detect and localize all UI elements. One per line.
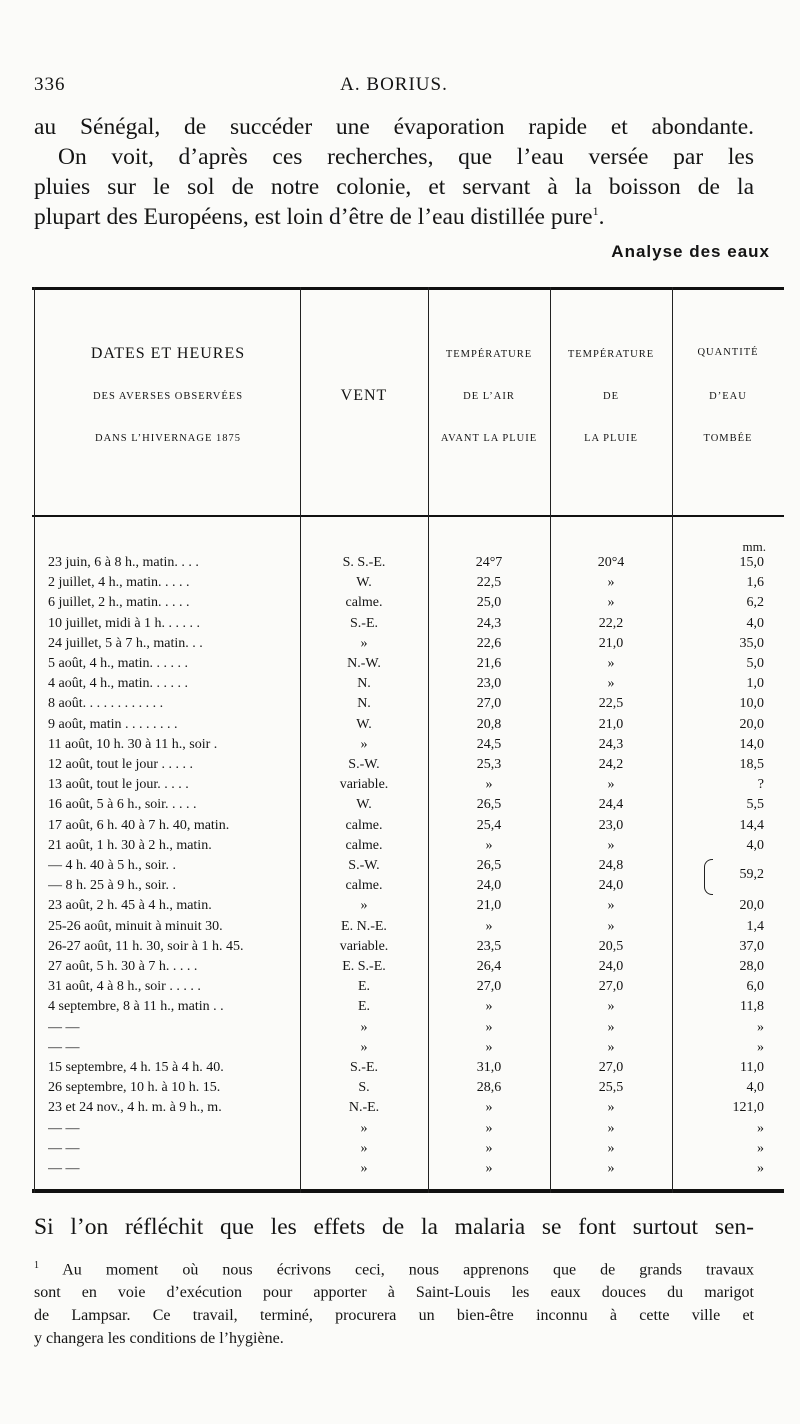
quantity-cell: 35,0 — [739, 635, 764, 651]
table-row — [32, 858, 784, 878]
date-cell: 5 août, 4 h., matin. . . . . . — [48, 656, 188, 671]
rain-temperature-cell: 20°4 — [597, 555, 625, 570]
air-temperature-cell: » — [485, 918, 493, 934]
date-cell: 15 septembre, 4 h. 15 à 4 h. 40. — [48, 1060, 224, 1075]
table-row — [32, 979, 784, 999]
paragraph-line: au Sénégal, de succéder une évaporation rapide et abondante. — [34, 114, 754, 140]
rain-temperature-cell: 25,5 — [598, 1080, 624, 1096]
rain-temperature-cell: 22,5 — [598, 696, 624, 712]
quantity-cell: 121,0 — [732, 1100, 764, 1116]
date-cell: 13 août, tout le jour. . . . . — [48, 777, 189, 793]
date-cell: 23 et 24 nov., 4 h. m. à 9 h., m. — [48, 1100, 222, 1116]
air-temperature-cell: 22,6 — [476, 635, 502, 651]
table-row — [32, 1040, 784, 1060]
rain-temperature-cell: 23,0 — [598, 817, 624, 833]
quantity-cell: 20,0 — [739, 716, 764, 732]
date-cell: 26-27 août, 11 h. 30, soir à 1 h. 45. — [48, 938, 244, 954]
paragraph-line — [34, 202, 754, 232]
quantity-cell: 5,0 — [746, 656, 764, 671]
air-temperature-cell: 22,5 — [476, 575, 502, 591]
unit-label: mm. — [742, 539, 766, 554]
date-cell: 24 juillet, 5 à 7 h., matin. . . — [48, 635, 203, 651]
footnote-line: de Lampsar. Ce travail, terminé, procurera un bien-être inconnu à cette ville et — [34, 1307, 754, 1325]
table-row — [32, 1100, 784, 1120]
quantity-cell: 18,5 — [739, 757, 764, 772]
air-temperature-cell: » — [485, 1120, 493, 1136]
header-tair-line-1: TEMPÉRATURE — [445, 349, 533, 360]
date-cell: 25-26 août, minuit à minuit 30. — [48, 918, 223, 934]
air-temperature-cell: 23,0 — [476, 676, 502, 692]
air-temperature-cell: 24,3 — [476, 615, 502, 631]
rain-temperature-cell: 27,0 — [598, 979, 624, 995]
wind-cell: » — [360, 1039, 368, 1055]
table-row — [32, 959, 784, 979]
wind-cell: » — [360, 635, 368, 651]
date-cell: — — — [48, 1140, 80, 1156]
table-row — [32, 898, 784, 918]
page-number: 336 — [34, 74, 66, 95]
table-row — [32, 838, 784, 858]
table-row — [32, 1020, 784, 1040]
quantity-cell: 1,4 — [746, 918, 764, 934]
date-cell: — 8 h. 25 à 9 h., soir. . — [48, 878, 176, 894]
quantity-cell: » — [757, 1039, 764, 1055]
wind-cell: W. — [356, 716, 372, 732]
rain-temperature-cell: 24,0 — [598, 878, 624, 894]
date-cell: — 4 h. 40 à 5 h., soir. . — [48, 858, 176, 873]
quantity-cell: ? — [757, 777, 764, 793]
air-temperature-cell: 27,0 — [476, 696, 502, 712]
quantity-cell: » — [757, 1161, 764, 1176]
rain-temperature-cell: » — [607, 918, 615, 934]
header-qty-line-2: D’EAU — [709, 391, 747, 402]
air-temperature-cell: » — [485, 999, 493, 1015]
date-cell: — — — [48, 1019, 80, 1035]
date-cell: 31 août, 4 à 8 h., soir . . . . . — [48, 979, 201, 995]
air-temperature-cell: 25,3 — [476, 757, 502, 772]
quantity-cell: » — [757, 1120, 764, 1136]
table-row — [32, 555, 784, 575]
air-temperature-cell: » — [485, 837, 493, 853]
air-temperature-cell: 21,6 — [476, 656, 502, 671]
header-train-line-3: LA PLUIE — [584, 433, 638, 444]
air-temperature-cell: » — [485, 1039, 493, 1055]
table-row — [32, 1141, 784, 1161]
header-qty-line-1: QUANTITÉ — [697, 347, 759, 358]
rain-temperature-cell: » — [607, 676, 615, 692]
air-temperature-cell: » — [485, 1161, 493, 1176]
wind-cell: calme. — [345, 837, 383, 853]
footnote-line — [34, 1254, 754, 1281]
date-cell: 9 août, matin . . . . . . . . — [48, 716, 178, 732]
rain-temperature-cell: » — [607, 1120, 615, 1136]
wind-cell: S.-E. — [350, 1060, 378, 1075]
wind-cell: N. — [357, 696, 371, 712]
quantity-cell: 4,0 — [746, 615, 764, 631]
table-heading: Analyse des eaux — [611, 242, 770, 261]
wind-cell: » — [360, 1120, 368, 1136]
air-temperature-cell: » — [485, 1100, 493, 1116]
rain-temperature-cell: 24,2 — [598, 757, 624, 772]
quantity-cell: 6,2 — [746, 595, 764, 611]
quantity-cell: 10,0 — [739, 696, 764, 712]
date-cell: 10 juillet, midi à 1 h. . . . . . — [48, 615, 201, 631]
date-cell: 6 juillet, 2 h., matin. . . . . — [48, 595, 190, 611]
brace-value: 59,2 — [739, 867, 764, 882]
table-row — [32, 676, 784, 696]
header-dates-line-2: DES AVERSES OBSERVÉES — [92, 391, 244, 402]
table-row — [32, 656, 784, 676]
quantity-cell: 5,5 — [746, 797, 764, 813]
paragraph-text: plupart des Européens, est loin d’être de l’eau distillée pure — [34, 204, 593, 230]
wind-cell: E. — [357, 999, 371, 1015]
paragraph-2 — [34, 1212, 754, 1242]
rain-temperature-cell: 27,0 — [598, 1060, 624, 1075]
quantity-cell: 15,0 — [739, 555, 764, 570]
table-row — [32, 1080, 784, 1100]
wind-cell: » — [360, 736, 368, 752]
header-tair-line-3: AVANT LA PLUIE — [440, 433, 538, 444]
table-row — [32, 1121, 784, 1141]
wind-cell: calme. — [345, 878, 383, 894]
footnote-reference: 1 — [592, 204, 599, 219]
quantity-cell: 11,8 — [740, 999, 764, 1015]
header-dates-line-3: DANS L’HIVERNAGE 1875 — [94, 433, 242, 444]
date-cell: 21 août, 1 h. 30 à 2 h., matin. — [48, 837, 212, 853]
table-row — [32, 575, 784, 595]
wind-cell: E. N.-E. — [341, 918, 387, 934]
table-row — [32, 616, 784, 636]
paragraph-line: pluies sur le sol de notre colonie, et servant à la boisson de la — [34, 174, 754, 200]
date-cell: 8 août. . . . . . . . . . . . — [48, 696, 164, 712]
header-train-line-1: TEMPÉRATURE — [567, 349, 655, 360]
table-row — [32, 696, 784, 716]
date-cell: 23 août, 2 h. 45 à 4 h., matin. — [48, 898, 212, 914]
rain-temperature-cell: » — [607, 1039, 615, 1055]
table-row — [32, 777, 784, 797]
wind-cell: » — [360, 898, 368, 914]
table-row — [32, 797, 784, 817]
air-temperature-cell: » — [485, 1140, 493, 1156]
wind-cell: variable. — [339, 777, 389, 793]
wind-cell: E. S.-E. — [342, 959, 386, 974]
table-row — [32, 1060, 784, 1080]
header-wind: VENT — [340, 387, 388, 404]
date-cell: 11 août, 10 h. 30 à 11 h., soir . — [48, 736, 218, 752]
paragraph-text: . — [598, 204, 605, 230]
rain-temperature-cell: 24,0 — [598, 959, 624, 974]
table-row — [32, 818, 784, 838]
rain-temperature-cell: 24,3 — [598, 736, 624, 752]
air-temperature-cell: » — [485, 1019, 493, 1035]
air-temperature-cell: 24°7 — [475, 555, 503, 570]
wind-cell: S.-W. — [348, 858, 380, 873]
rain-temperature-cell: 20,5 — [598, 938, 624, 954]
header-qty-line-3: TOMBÉE — [703, 433, 753, 444]
footnote-line: sont en voie d’exécution pour apporter à Saint-Louis les eaux douces du marigot — [34, 1284, 754, 1302]
wind-cell: » — [360, 1161, 368, 1176]
date-cell: 12 août, tout le jour . . . . . — [48, 757, 194, 772]
quantity-cell: 20,0 — [739, 898, 764, 914]
air-temperature-cell: 26,4 — [476, 959, 502, 974]
table-row — [32, 939, 784, 959]
table-row — [32, 717, 784, 737]
air-temperature-cell: 24,0 — [476, 878, 502, 894]
rain-temperature-cell: » — [607, 1161, 615, 1176]
date-cell: 26 septembre, 10 h. à 10 h. 15. — [48, 1080, 221, 1096]
header-dates-line-1: DATES ET HEURES — [90, 345, 246, 362]
quantity-cell: 37,0 — [739, 938, 764, 954]
quantity-cell: » — [757, 1019, 764, 1035]
quantity-cell: 14,4 — [739, 817, 764, 833]
air-temperature-cell: 31,0 — [476, 1060, 502, 1075]
paragraph-1 — [34, 112, 754, 232]
table-row — [32, 737, 784, 757]
wind-cell: S.-W. — [348, 757, 380, 772]
brace — [704, 859, 713, 895]
quantity-cell: 6,0 — [746, 979, 764, 995]
rain-temperature-cell: » — [607, 1019, 615, 1035]
rain-temperature-cell: » — [607, 595, 615, 611]
rain-temperature-cell: 21,0 — [598, 635, 624, 651]
wind-cell: S.-E. — [350, 615, 378, 631]
quantity-cell: 11,0 — [740, 1060, 764, 1075]
air-temperature-cell: 20,8 — [476, 716, 502, 732]
date-cell: 4 septembre, 8 à 11 h., matin . . — [48, 999, 224, 1015]
wind-cell: calme. — [345, 595, 383, 611]
quantity-cell: 1,6 — [746, 575, 764, 591]
air-temperature-cell: 26,5 — [476, 797, 502, 813]
table-row — [32, 757, 784, 777]
wind-cell: » — [360, 1019, 368, 1035]
quantity-cell: 1,0 — [746, 676, 764, 692]
paragraph-line: Si l’on réfléchit que les effets de la malaria se font surtout sen- — [34, 1214, 754, 1240]
air-temperature-cell: 23,5 — [476, 938, 502, 954]
wind-cell: » — [360, 1140, 368, 1156]
date-cell: 23 juin, 6 à 8 h., matin. . . . — [48, 555, 199, 570]
running-head — [34, 74, 754, 98]
quantity-cell: 4,0 — [746, 1080, 764, 1096]
air-temperature-cell: 27,0 — [476, 979, 502, 995]
air-temperature-cell: 25,0 — [476, 595, 502, 611]
quantity-cell: 28,0 — [739, 959, 764, 974]
table-row — [32, 878, 784, 898]
rain-temperature-cell: » — [607, 656, 615, 671]
wind-cell: W. — [356, 575, 372, 591]
rain-temperature-cell: 22,2 — [598, 615, 624, 631]
rain-temperature-cell: » — [607, 575, 615, 591]
date-cell: 17 août, 6 h. 40 à 7 h. 40, matin. — [48, 817, 230, 833]
rain-temperature-cell: 21,0 — [598, 716, 624, 732]
rain-temperature-cell: » — [607, 777, 615, 793]
wind-cell: variable. — [339, 938, 389, 954]
header-tair-line-2: DE L’AIR — [463, 391, 515, 402]
wind-cell: W. — [356, 797, 372, 813]
air-temperature-cell: 25,4 — [476, 817, 502, 833]
date-cell: 2 juillet, 4 h., matin. . . . . — [48, 575, 190, 591]
air-temperature-cell: 28,6 — [476, 1080, 502, 1096]
footnote-text: Au moment où nous écrivons ceci, nous apprenons que de grands travaux — [62, 1261, 754, 1279]
air-temperature-cell: » — [485, 777, 493, 793]
table-row — [32, 919, 784, 939]
quantity-cell: 14,0 — [739, 736, 764, 752]
rainfall-table — [32, 287, 784, 1193]
date-cell: 16 août, 5 à 6 h., soir. . . . . — [48, 797, 197, 813]
table-row — [32, 1161, 784, 1181]
rain-temperature-cell: » — [607, 1140, 615, 1156]
table-row — [32, 999, 784, 1019]
footnote-line: y changera les conditions de l’hygiène. — [34, 1330, 284, 1348]
footnote — [34, 1254, 754, 1350]
table-row — [32, 636, 784, 656]
date-cell: — — — [48, 1120, 80, 1136]
rain-temperature-cell: 24,4 — [598, 797, 624, 813]
date-cell: — — — [48, 1161, 80, 1176]
quantity-cell: » — [757, 1140, 764, 1156]
footnote-mark: 1 — [34, 1260, 39, 1271]
paragraph-line: On voit, d’après ces recherches, que l’eau versée par les — [58, 144, 754, 170]
wind-cell: E. — [357, 979, 371, 995]
quantity-cell: 4,0 — [746, 837, 764, 853]
wind-cell: N. — [357, 676, 371, 692]
wind-cell: N.-E. — [348, 1100, 380, 1116]
date-cell: — — — [48, 1039, 80, 1055]
wind-cell: S. S.-E. — [342, 555, 386, 570]
rain-temperature-cell: » — [607, 898, 615, 914]
rain-temperature-cell: 24,8 — [598, 858, 624, 873]
rain-temperature-cell: » — [607, 1100, 615, 1116]
wind-cell: N.-W. — [347, 656, 381, 671]
header-train-line-2: DE — [603, 391, 619, 402]
air-temperature-cell: 21,0 — [476, 898, 502, 914]
running-title: A. BORIUS. — [340, 74, 448, 95]
rain-temperature-cell: » — [607, 999, 615, 1015]
rain-temperature-cell: » — [607, 837, 615, 853]
table-row — [32, 595, 784, 615]
wind-cell: calme. — [345, 817, 383, 833]
wind-cell: S. — [358, 1080, 370, 1096]
date-cell: 27 août, 5 h. 30 à 7 h. . . . . — [48, 959, 198, 974]
air-temperature-cell: 24,5 — [476, 736, 502, 752]
air-temperature-cell: 26,5 — [476, 858, 502, 873]
date-cell: 4 août, 4 h., matin. . . . . . — [48, 676, 188, 692]
